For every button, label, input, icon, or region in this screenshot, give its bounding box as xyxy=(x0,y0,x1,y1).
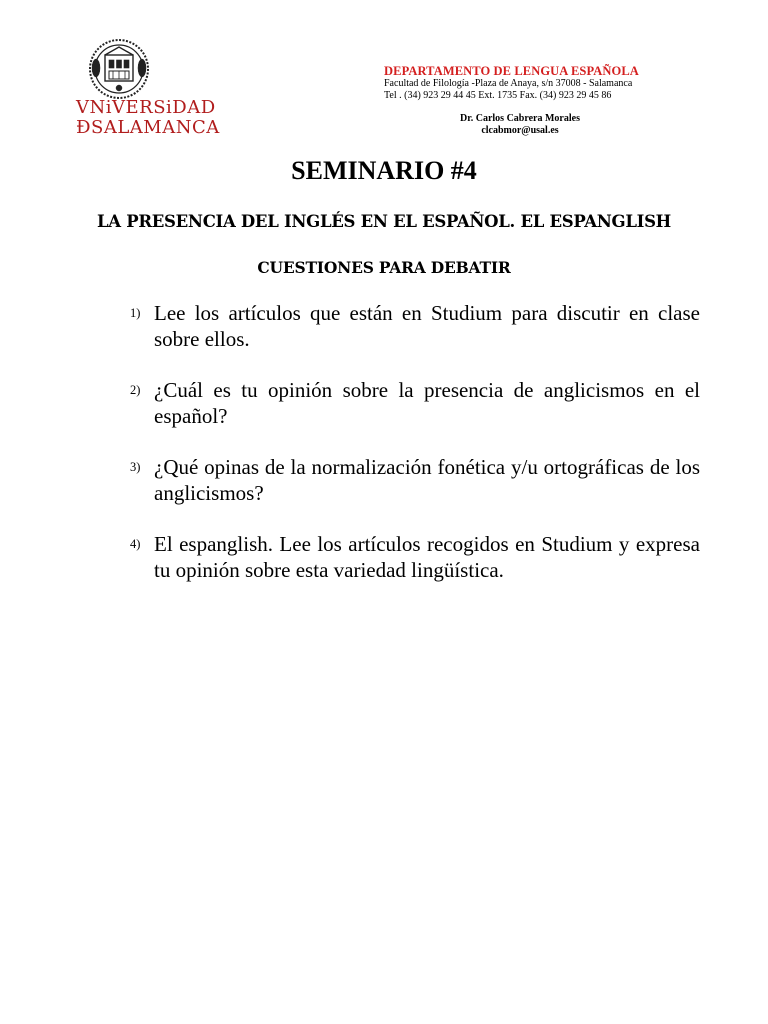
question-list xyxy=(130,300,700,583)
document-subtitle: LA PRESENCIA DEL INGLÉS EN EL ESPAÑOL. EL ESPANGLISH xyxy=(97,212,671,231)
university-seal-icon xyxy=(83,38,155,100)
question-item xyxy=(130,454,700,506)
section-heading: CUESTIONES PARA DEBATIR xyxy=(257,258,511,277)
question-item xyxy=(130,377,700,429)
university-name-line2: ÐSALAMANCA xyxy=(76,117,220,138)
professor-name: Dr. Carlos Cabrera Morales xyxy=(460,113,580,124)
department-phone: Tel . (34) 923 29 44 45 Ext. 1735 Fax. (34) 923 29 45 86 xyxy=(384,90,612,101)
question-item xyxy=(130,300,700,352)
question-number: 4) xyxy=(130,537,141,551)
department-address: Facultad de Filología -Plaza de Anaya, s/n 37008 - Salamanca xyxy=(384,78,633,89)
professor-email: clcabmor@usal.es xyxy=(481,124,559,136)
department-title: DEPARTAMENTO DE LENGUA ESPAÑOLA xyxy=(384,64,639,78)
page-title: SEMINARIO #4 xyxy=(291,156,477,185)
question-number: 3) xyxy=(130,460,141,474)
question-number: 1) xyxy=(130,306,141,320)
department-info xyxy=(384,64,684,102)
question-text: ¿Cuál es tu opinión sobre la presencia de anglicismos en el español? xyxy=(154,378,700,428)
question-item xyxy=(130,531,700,583)
professor-info xyxy=(420,113,620,136)
university-name xyxy=(76,97,220,138)
question-text: El espanglish. Lee los artículos recogidos en Studium y expresa tu opinión sobre esta variedad lingüística. xyxy=(154,532,700,582)
question-text: ¿Qué opinas de la normalización fonética y/u ortográficas de los anglicismos? xyxy=(154,455,700,505)
question-text: Lee los artículos que están en Studium para discutir en clase sobre ellos. xyxy=(154,301,700,351)
university-name-line1: VNiVERSiDAD xyxy=(76,97,216,118)
question-number: 2) xyxy=(130,383,141,397)
